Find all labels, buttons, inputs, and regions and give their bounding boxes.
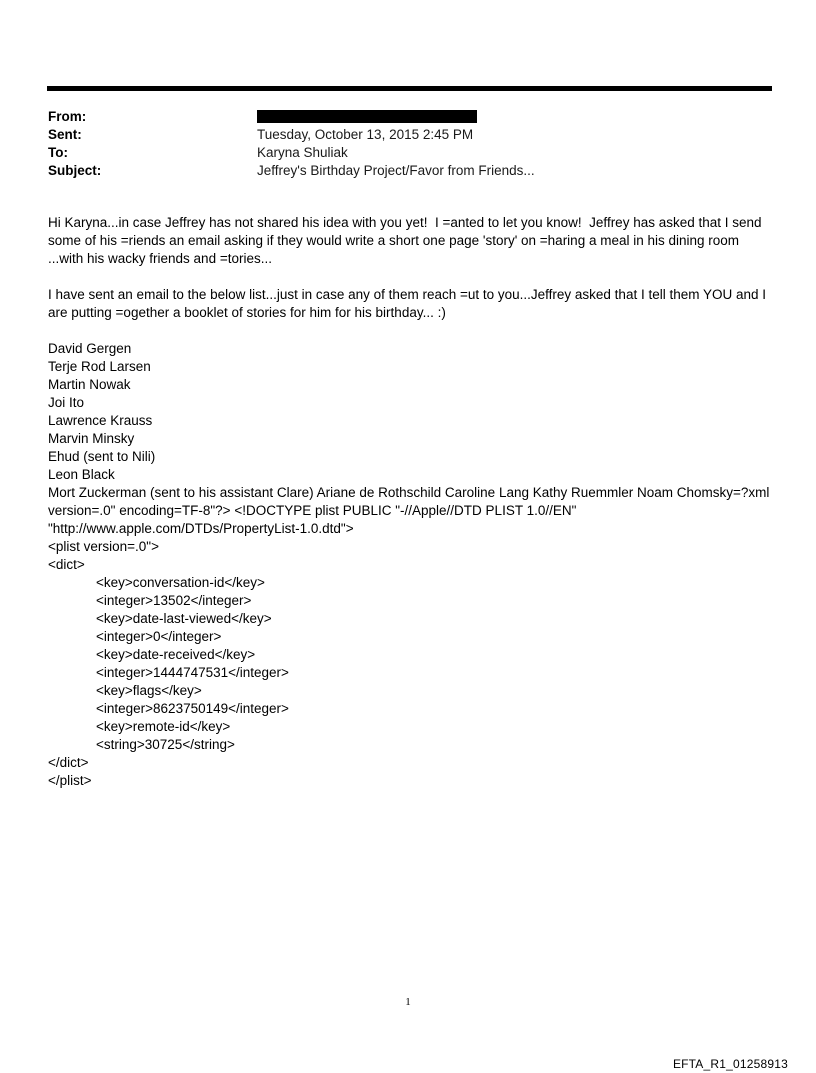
to-row — [48, 144, 768, 162]
plist-entry: <key>date-last-viewed</key> — [96, 611, 272, 626]
recipient-name: Leon Black — [48, 467, 115, 482]
plist-entry: <key>date-received</key> — [96, 647, 256, 662]
page-number: 1 — [405, 996, 411, 1008]
plist-open-tag: <plist version=.0"> — [48, 539, 159, 554]
recipient-name: Marvin Minsky — [48, 431, 135, 446]
body-paragraph-1: Hi Karyna...in case Jeffrey has not shared his idea with you yet! I =anted to let you know! Jeffrey has asked that I send some of his =riends an email asking if they would write a short one page 'story' on =haring a meal in his dining room ...with his wacky friends and =tories... — [48, 215, 766, 266]
subject-label: Subject: — [48, 163, 102, 178]
from-label: From: — [48, 109, 87, 124]
to-value: Karyna Shuliak — [257, 145, 348, 160]
recipient-name: David Gergen — [48, 341, 132, 356]
recipient-name: Lawrence Krauss — [48, 413, 153, 428]
email-body — [48, 214, 770, 790]
subject-row — [48, 162, 768, 180]
email-header — [48, 108, 768, 180]
plist-entry: <integer>8623750149</integer> — [96, 701, 289, 716]
subject-value: Jeffrey's Birthday Project/Favor from Friends... — [257, 163, 535, 178]
plist-entry: <integer>13502</integer> — [96, 593, 252, 608]
plist-entry: <key>flags</key> — [96, 683, 202, 698]
plist-entry: <integer>0</integer> — [96, 629, 222, 644]
dict-open-tag: <dict> — [48, 557, 85, 572]
document-id: EFTA_R1_01258913 — [672, 1057, 788, 1071]
recipient-name: Ehud (sent to Nili) — [48, 449, 156, 464]
recipient-list — [48, 340, 770, 484]
plist-entry: <integer>1444747531</integer> — [96, 665, 289, 680]
sent-label: Sent: — [48, 127, 82, 142]
plist-entry: <key>remote-id</key> — [96, 719, 231, 734]
to-label: To: — [48, 145, 68, 160]
recipient-name: Terje Rod Larsen — [48, 359, 151, 374]
header-rule — [47, 86, 772, 91]
redaction-bar — [257, 110, 477, 123]
body-paragraph-2: I have sent an email to the below list...just in case any of them reach =ut to you...Jeffrey asked that I tell them YOU and I are putting =ogether a booklet of stories for him for his birthday... :) — [48, 287, 770, 320]
recipient-name: Joi Ito — [48, 395, 85, 410]
plist-entry: <key>conversation-id</key> — [96, 575, 265, 590]
plist-entry: <string>30725</string> — [96, 737, 235, 752]
dict-close-tag: </dict> — [48, 755, 89, 770]
dtd-line: "http://www.apple.com/DTDs/PropertyList-1.0.dtd"> — [48, 521, 354, 536]
from-value — [257, 108, 477, 126]
sent-value: Tuesday, October 13, 2015 2:45 PM — [257, 127, 474, 142]
plist-close-tag: </plist> — [48, 773, 92, 788]
from-row — [48, 108, 768, 126]
mort-line: Mort Zuckerman (sent to his assistant Clare) Ariane de Rothschild Caroline Lang Kathy Ruemmler Noam Chomsky=?xml version=.0" encoding=TF-8"?> <!DOCTYPE plist PUBLIC "-//Apple//DTD PLIST 1.0//EN" — [48, 485, 770, 518]
recipient-name: Martin Nowak — [48, 377, 131, 392]
sent-row — [48, 126, 768, 144]
